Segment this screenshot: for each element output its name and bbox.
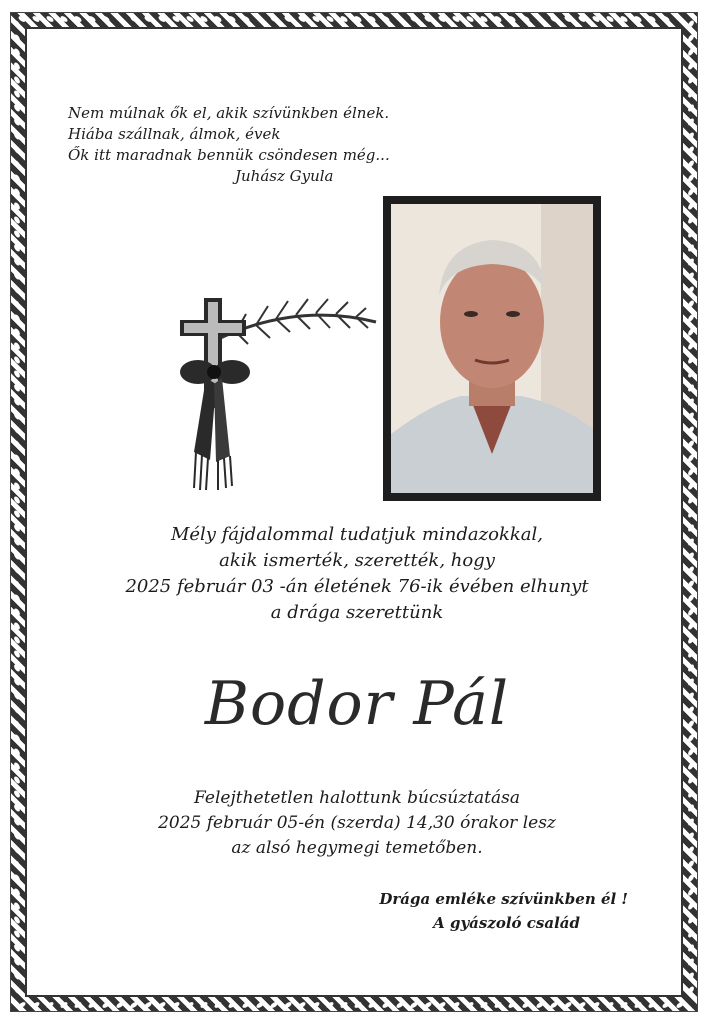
- portrait-man-icon: [391, 204, 593, 493]
- funeral-line: az alsó hegymegi temetőben.: [231, 838, 483, 858]
- closing-remarks: [379, 887, 628, 935]
- funeral-line: Felejthetetlen halottunk búcsúztatása: [194, 788, 520, 808]
- family-signature: A gyászoló család: [433, 914, 580, 932]
- poem-line: Ők itt maradnak bennük csöndesen még...: [68, 146, 390, 164]
- funeral-line: 2025 február 05-én (szerda) 14,30 órakor lesz: [158, 813, 556, 833]
- announcement-message: [0, 522, 714, 626]
- poem-line: Hiába szállnak, álmok, évek: [68, 125, 281, 143]
- deceased-name: Bodor Pál: [204, 669, 510, 739]
- funeral-details: [0, 786, 714, 861]
- portrait-photo: [383, 196, 601, 501]
- message-line: Mély fájdalommal tudatjuk mindazokkal,: [170, 524, 544, 545]
- cross-with-palm-icon: [176, 292, 381, 492]
- closing-line: Drága emléke szívünkben él !: [379, 890, 628, 908]
- poem-author: Juhász Gyula: [235, 167, 334, 185]
- message-line: a drága szerettünk: [270, 602, 444, 623]
- message-line: 2025 február 03 -án életének 76-ik évében elhunyt: [125, 576, 589, 597]
- poem: [68, 103, 390, 187]
- message-line: akik ismerték, szerették, hogy: [219, 550, 495, 571]
- poem-line: Nem múlnak ők el, akik szívünkben élnek.: [68, 104, 390, 122]
